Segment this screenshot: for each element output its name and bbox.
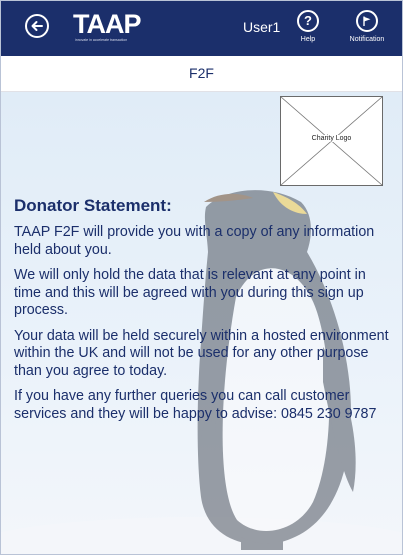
charity-logo-label: Charity Logo (281, 135, 382, 142)
taap-logo: TAAP innovate in accelerate transaction (73, 9, 141, 42)
charity-logo-placeholder[interactable] (280, 96, 383, 186)
page-title-bar (1, 56, 402, 92)
page-title: F2F (189, 65, 214, 81)
content-area (1, 92, 402, 554)
statement-paragraph: TAAP F2F will provide you with a copy of any information held about you. (14, 224, 375, 258)
notification-label: Notification (349, 36, 385, 43)
help-label: Help (300, 36, 316, 43)
user-name[interactable]: User1 (243, 19, 281, 35)
statement-paragraph: If you have any further queries you can call customer services and they will be happy to advise: 0845 230 9787 (14, 388, 377, 422)
statement-heading: Donator Statement: (14, 196, 172, 215)
app-header (1, 1, 402, 56)
notification-button[interactable] (337, 10, 397, 50)
back-arrow-icon (30, 19, 44, 33)
back-button[interactable] (25, 14, 49, 38)
statement-paragraph: We will only hold the data that is relevant at any point in time and this will be agreed with you during this sign up process. (14, 267, 366, 318)
donator-statement (14, 196, 392, 431)
statement-paragraph: Your data will be held securely within a hosted environment within the UK and will not be used for any other purpose than you agree to today. (14, 327, 389, 379)
flag-icon (361, 15, 373, 27)
question-circle-icon: ? (297, 10, 319, 32)
help-button[interactable] (278, 10, 338, 50)
flag-circle-icon (356, 10, 378, 32)
